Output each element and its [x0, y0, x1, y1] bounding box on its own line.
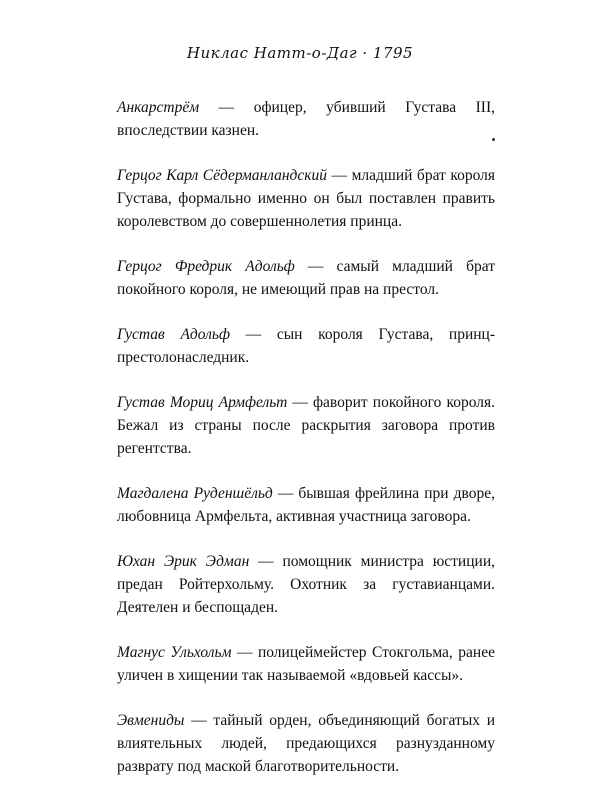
list-item	[117, 391, 495, 460]
character-name: Густав Мориц Армфельт	[117, 394, 288, 411]
character-name: Герцог Фредрик Адольф	[117, 258, 295, 275]
list-item	[117, 96, 495, 142]
running-header: Никлас Натт-о-Даг · 1795	[186, 44, 414, 62]
list-item	[117, 323, 495, 369]
list-item	[117, 164, 495, 233]
character-name: Густав Адольф	[117, 326, 230, 343]
character-description: — фаворит покойного короля. Бежал из страны после раскрытия заговора против регентства.	[117, 394, 495, 457]
character-description: — сын короля Густава, принц-престолонаследник.	[117, 326, 496, 366]
list-item	[117, 255, 495, 301]
character-description: — бывшая фрейлина при дворе, любовница Армфельта, активная участница заговора.	[117, 485, 495, 525]
character-list	[117, 96, 495, 800]
character-description: — помощник министра юстиции, предан Ройтерхольму. Охотник за густавианцами. Деятелен и беспощаден.	[117, 553, 495, 616]
list-item	[117, 709, 495, 778]
character-name: Герцог Карл Сёдерманландский	[117, 167, 328, 184]
character-description: — полицеймейстер Стокгольма, ранее уличен в хищении так называемой «вдовьей кассы».	[117, 644, 495, 684]
list-item	[117, 482, 495, 528]
character-description: — тайный орден, объединяющий богатых и влиятельных людей, предающихся разнузданному разврату под маской благотворительности.	[117, 712, 495, 775]
character-name: Юхан Эрик Эдман	[117, 553, 250, 570]
character-description: — младший брат короля Густава, формально именно он был поставлен править королевством до совершеннолетия принца.	[117, 167, 495, 230]
list-item	[117, 550, 495, 619]
character-description: — самый младший брат покойного короля, не имеющий прав на престол.	[117, 258, 495, 298]
character-name: Эвмениды	[117, 712, 185, 729]
character-name: Анкарстрём	[117, 99, 200, 116]
character-description: — офицер, убивший Густава III, впоследствии казнен.	[117, 99, 495, 139]
list-item	[117, 641, 495, 687]
character-name: Магдалена Руденшёльд	[117, 485, 273, 502]
character-name: Магнус Ульхольм	[117, 644, 232, 661]
